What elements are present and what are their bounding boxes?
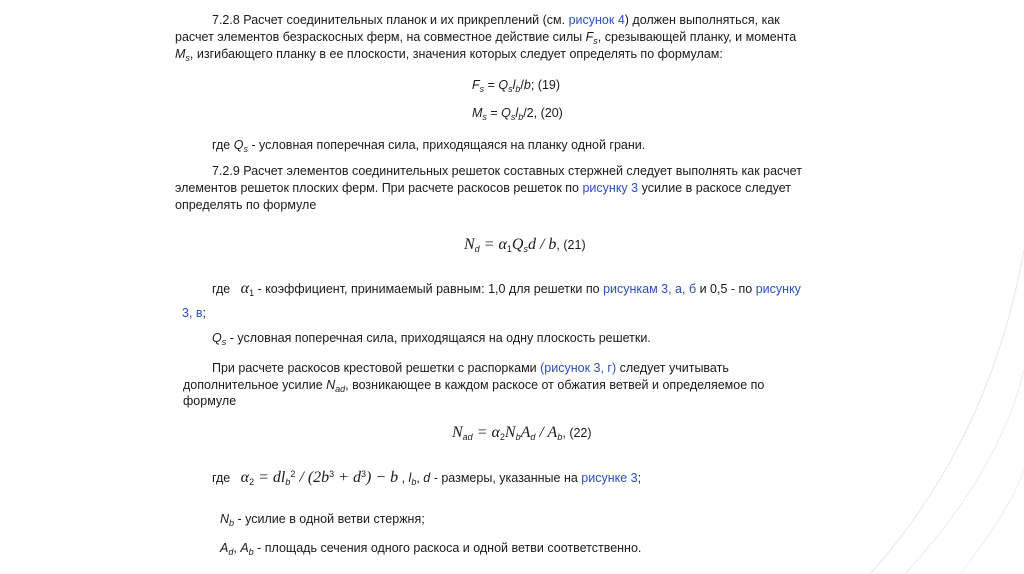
alpha1-desc-line2: 3, в; (182, 306, 207, 320)
p729-line2: элементов решеток плоских ферм. При расчете раскосов решеток по рисунку 3 усилие в раскосе следует (175, 181, 792, 195)
alpha1-desc-line1: где $\alpha_1$ - коэффициент, принимаемый равным: 1,0 для решетки по рисункам 3, а, б и 0,5 - по рисунку (212, 280, 801, 298)
cross-line2: дополнительное усилие $N_{ad}$, возникающее в каждом раскосе от обжатия ветвей и определяемое по (183, 378, 765, 394)
symbol-M: M (175, 47, 186, 61)
link-figure-3ab[interactable]: рисункам 3, а, б (603, 282, 697, 296)
p728-line2: расчет элементов безраскосных ферм, на совместное действие силы $F_s$, срезывающей планку, и момента (175, 30, 797, 46)
cross-line1: При расчете раскосов крестовой решетки с распорками (рисунок 3, г) следует учитывать (212, 361, 729, 375)
formula-19: $F_s = Q_sl_b/b$; (19) (472, 78, 561, 94)
formula-22: $N_{ad} = \alpha_2N_bA_d / A_b$, (22) (452, 424, 592, 442)
link-figure-3v[interactable]: 3, в (182, 306, 203, 320)
p728-text: ) должен выполняться, как (624, 13, 780, 27)
p729-line1: 7.2.9 Расчет элементов соединительных решеток составных стержней следует выполнять как расчет (212, 164, 802, 178)
link-figure-3[interactable]: рисунку 3 (582, 181, 639, 195)
nb-desc: $N_b$ - усилие в одной ветви стержня; (220, 512, 425, 528)
p728-line3: $M_s$, изгибающего планку в ее плоскости, значения которых следует определять по формулам: (175, 47, 723, 63)
link-figure-3-b[interactable]: рисунке 3 (581, 471, 638, 485)
qs-desc: $Q_s$ - условная поперечная сила, приходящаяся на одну плоскость решетки. (212, 331, 651, 347)
cross-line3: формуле (183, 394, 237, 408)
p728-text: 7.2.8 Расчет соединительных планок и их прикреплений (см. (212, 13, 569, 27)
formula-20: $M_s = Q_sl_b/2$, (20) (472, 106, 563, 122)
link-figure-3g[interactable]: (рисунок 3, г) (540, 361, 617, 375)
link-figure-3v-part1[interactable]: рисунку (755, 282, 801, 296)
where-qs: где $Q_s$ - условная поперечная сила, приходящаяся на планку одной грани. (212, 138, 646, 154)
formula-21: $N_d = \alpha_1Q_sd / b$, (21) (464, 236, 586, 254)
symbol-F: F (585, 30, 594, 44)
p728-line1 (212, 12, 780, 28)
a-desc: $A_d$, $A_b$ - площадь сечения одного раскоса и одной ветви соответственно. (220, 541, 642, 557)
p729-line3: определять по формуле (175, 198, 317, 212)
alpha2-desc: где $\alpha_2 = dl_b^2 / (2b^3 + d^3) - b$ , $l_b$, d - размеры, указанные на рисунке 3; (212, 469, 642, 487)
link-figure-4[interactable]: рисунок 4 (568, 13, 625, 27)
